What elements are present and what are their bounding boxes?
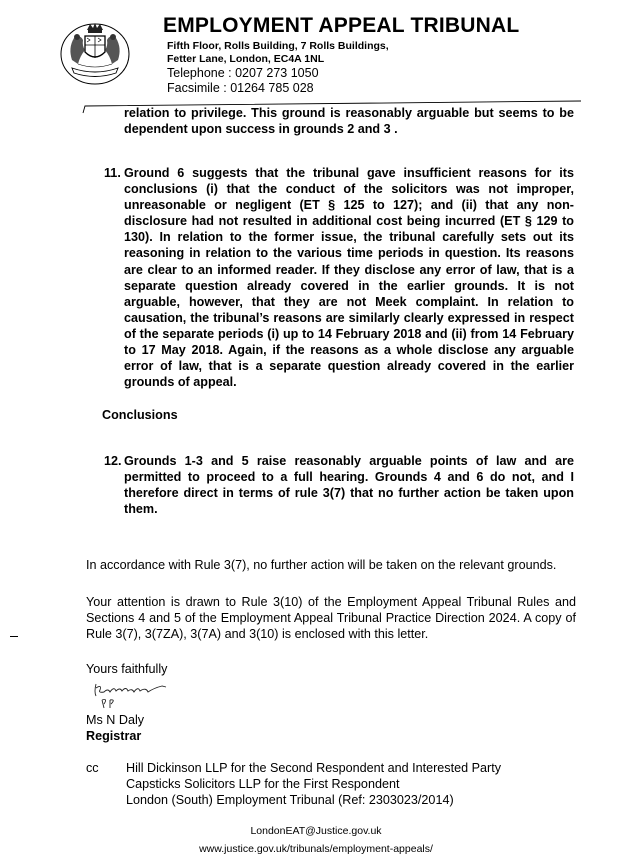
cc-recipient: London (South) Employment Tribunal (Ref: 2303023/2014) (126, 793, 454, 807)
rule-note: In accordance with Rule 3(7), no further action will be taken on the relevant grounds. (86, 558, 557, 572)
address-line-2: Fetter Lane, London, EC4A 1NL (167, 53, 325, 65)
page-title: EMPLOYMENT APPEAL TRIBUNAL (163, 14, 520, 37)
attention-note: Your attention is drawn to Rule 3(10) of the Employment Appeal Tribunal Rules and Sections 4 and 5 of the Employment Appeal Tribunal Practice Direction 2024. A copy of Rule 3(7), 3(7ZA), 3(7A) and 3(10) is enclosed with this letter. (86, 595, 576, 642)
telephone-number: Telephone : 0207 273 1050 (167, 66, 319, 80)
continued-paragraph: relation to privilege. This ground is reasonably arguable but seems to be dependent upon success in grounds 2 and 3 . (124, 106, 574, 137)
cc-recipient: Capsticks Solicitors LLP for the First Respondent (126, 777, 400, 791)
footer-email: LondonEAT@Justice.gov.uk (250, 825, 382, 837)
paragraph-11: Ground 6 suggests that the tribunal gave insufficient reasons for its conclusions (i) that the conduct of the solicitors was not improper, unreasonable or negligent (ET § 125 to 127); and (ii) that any non-disclosure had not resulted in additional cost being incurred (ET § 129 to 130). In relation to the former issue, the tribunal carefully sets out its reasoning in relation to the various time periods in question. Its reasons are clear to an informed reader. If they disclose any error of law, that is a separate question already covered in the earlier grounds. It is not arguable, however, that they are not Meek complaint. In relation to causation, the tribunal’s reasons are similarly clearly expressed in respect of the separate periods (i) up to 14 February 2018 and (ii) from 14 February to 17 May 2018. Again, if the reasons as a whole disclose any arguable error of law, that is a separate question already covered in the earlier grounds of appeal. (124, 166, 574, 390)
cc-recipient: Hill Dickinson LLP for the Second Respondent and Interested Party (126, 761, 502, 775)
section-heading-conclusions: Conclusions (102, 408, 178, 422)
signatory-name: Ms N Daly (86, 713, 145, 727)
paragraph-12: Grounds 1-3 and 5 raise reasonably arguable points of law and are permitted to proceed to a full hearing. Grounds 4 and 6 do not, and I therefore direct in terms of rule 3(7) that no further action be taken upon them. (124, 454, 574, 517)
paragraph-number: 12. (104, 454, 122, 468)
facsimile-number: Facsimile : 01264 785 028 (167, 81, 314, 95)
handwritten-signature (92, 680, 174, 710)
margin-mark (10, 636, 18, 637)
cc-label: cc (86, 761, 99, 775)
footer-website: www.justice.gov.uk/tribunals/employment-appeals/ (199, 843, 433, 855)
address-line-1: Fifth Floor, Rolls Building, 7 Rolls Buildings, (167, 40, 389, 52)
signatory-role: Registrar (86, 729, 142, 743)
sign-off: Yours faithfully (86, 662, 168, 676)
royal-coat-of-arms-icon (58, 20, 132, 86)
paragraph-number: 11. (104, 166, 121, 180)
